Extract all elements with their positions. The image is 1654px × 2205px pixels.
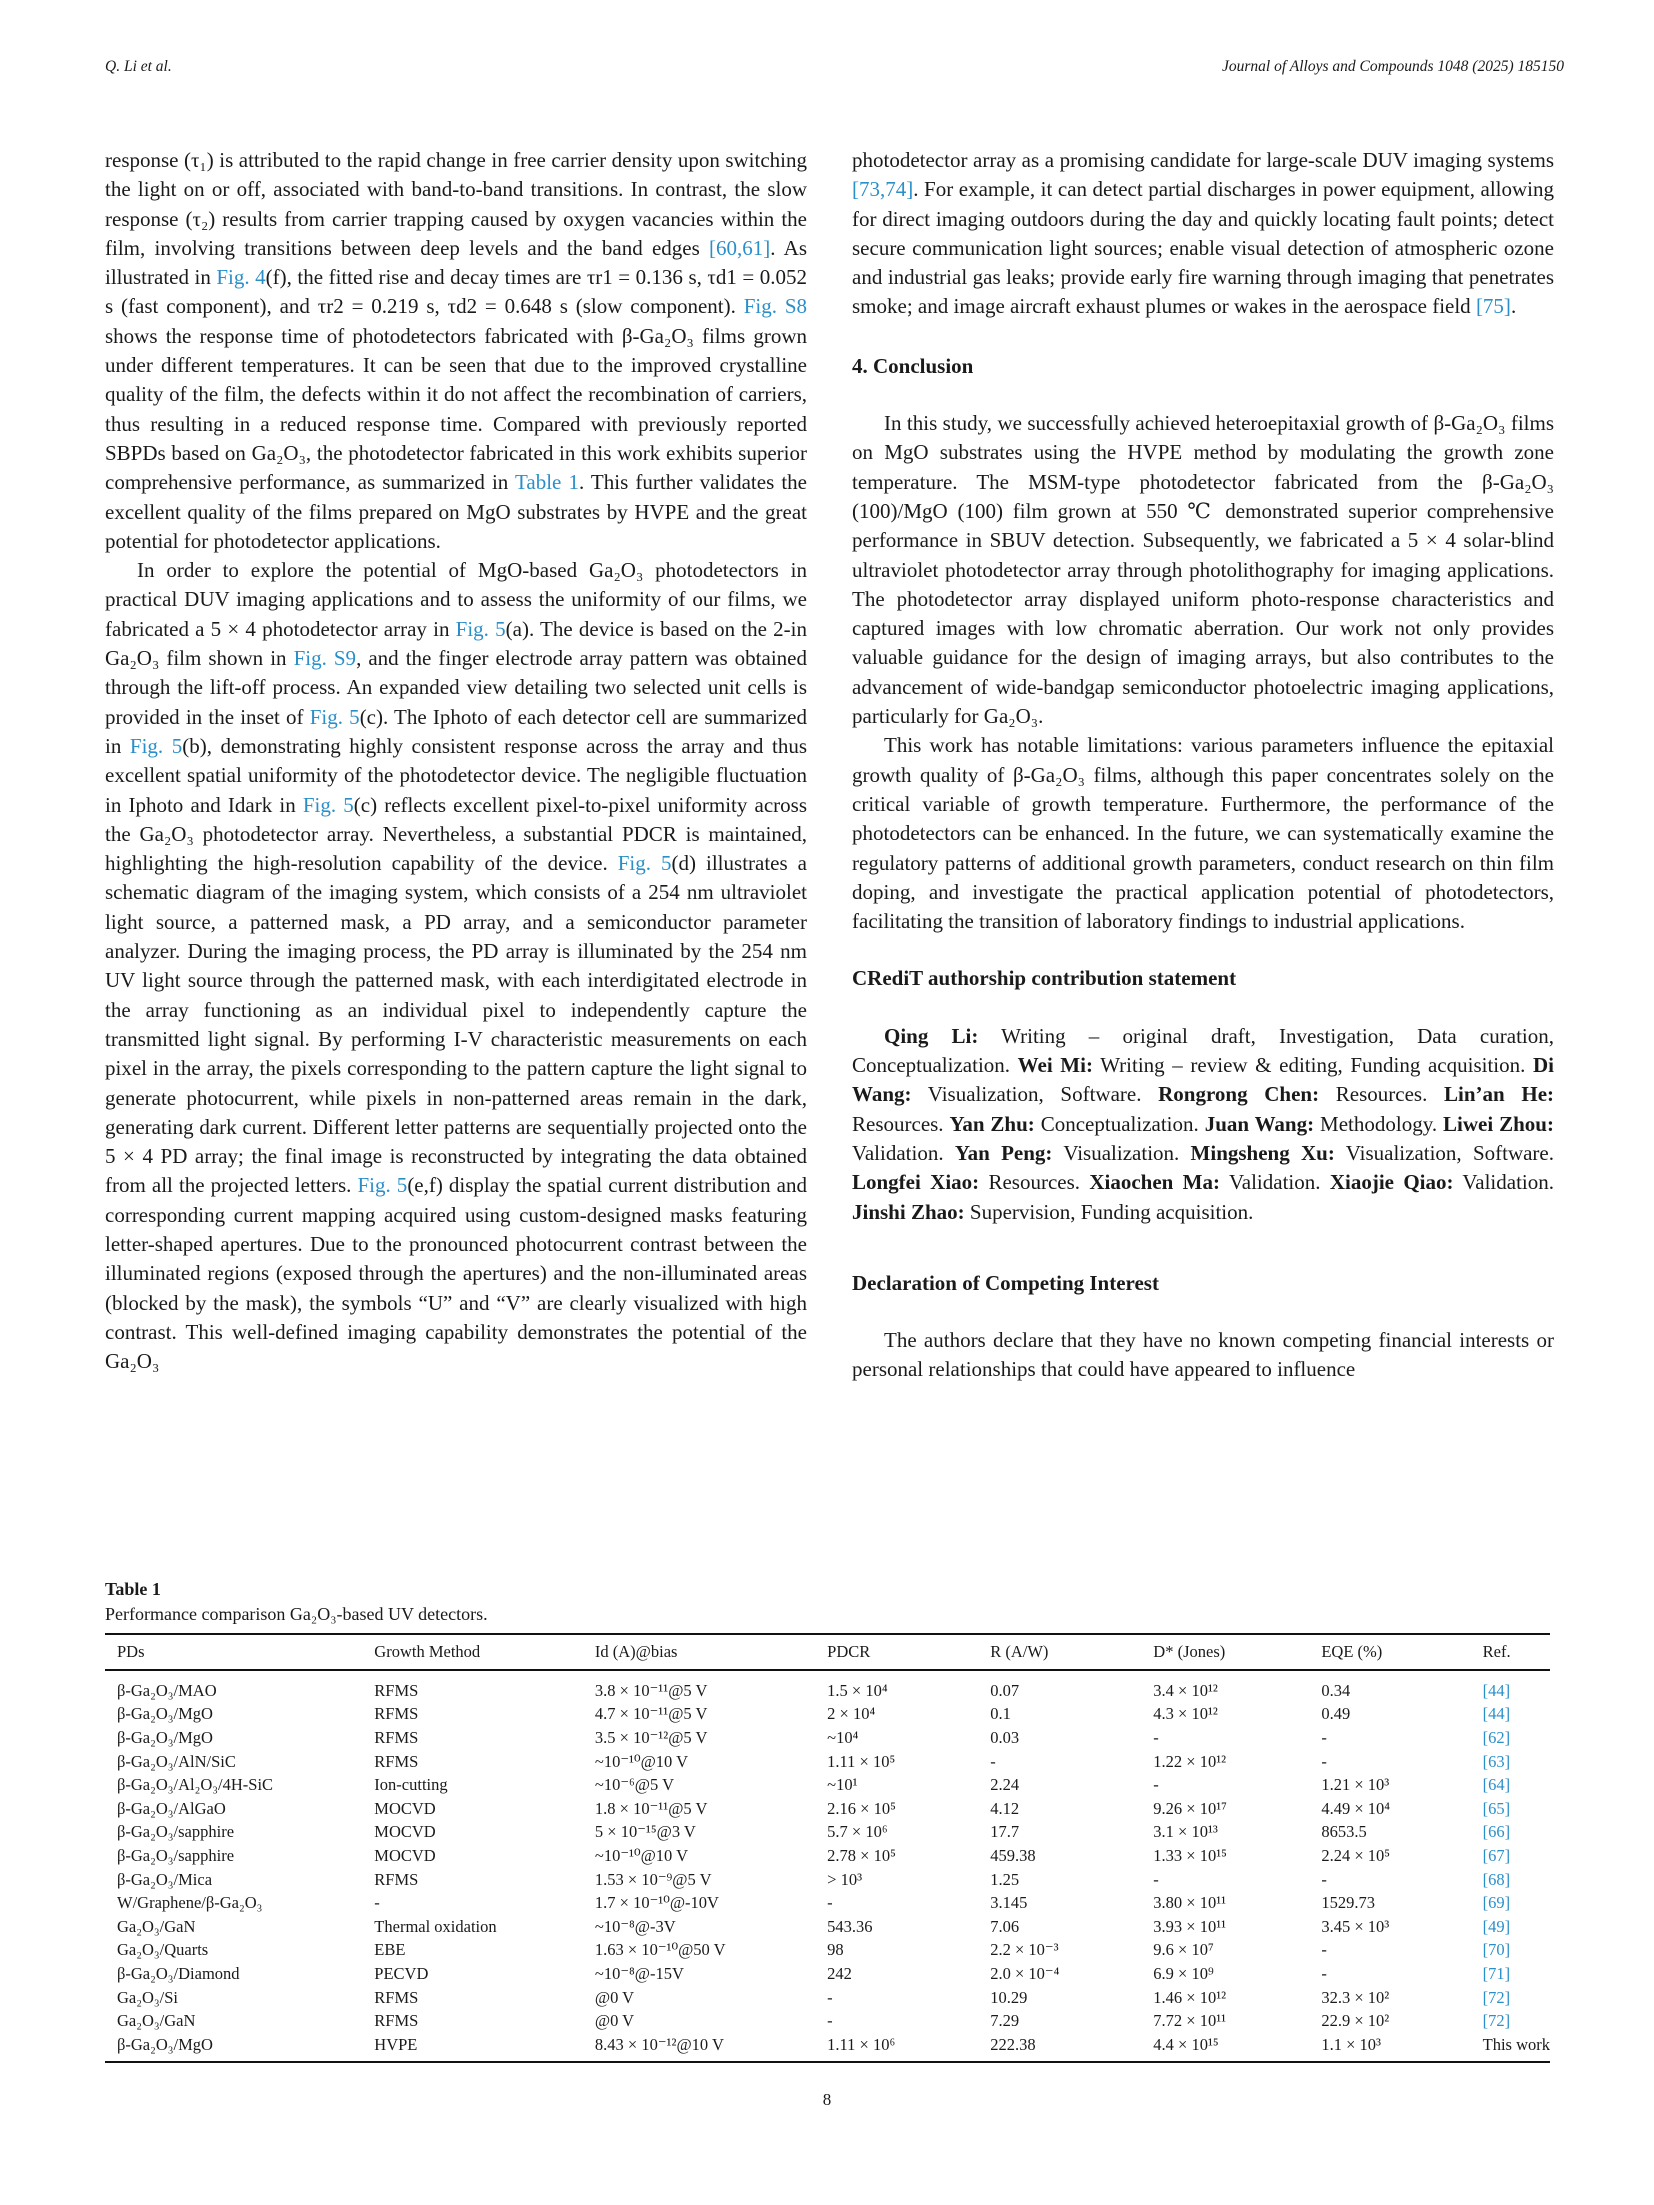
table-cell: 3.93 × 10¹¹ [1153, 1916, 1227, 1936]
table-cell: 1.22 × 10¹² [1153, 1751, 1227, 1771]
table-cell: HVPE [362, 2033, 583, 2062]
contributor-name: Wei Mi: [1017, 1053, 1093, 1078]
table-row [105, 1891, 1550, 1915]
figure-link[interactable]: Fig. 5 [357, 1173, 408, 1198]
table-cell: EBE [374, 1940, 406, 1960]
table-cell: RFMS [374, 1869, 419, 1889]
contributor-roles: Validation. [1453, 1170, 1554, 1195]
table-cell: 242 [827, 1963, 852, 1983]
figure-link[interactable]: Fig. S9 [293, 646, 357, 671]
table-cell: 10.29 [990, 1987, 1028, 2007]
table-cell: Ion-cutting [374, 1775, 448, 1795]
table-cell: 5.7 × 10⁶ [827, 1822, 888, 1842]
table-row [105, 1703, 1550, 1727]
table-cell: 3.80 × 10¹¹ [1153, 1893, 1227, 1913]
table-cell: ~10⁻⁶@5 V [594, 1775, 674, 1795]
table-cell: - [1321, 1727, 1327, 1747]
contributor-name: Juan Wang: [1204, 1111, 1315, 1136]
table-cell: β-Ga₂O₃/MAO [117, 1680, 217, 1700]
table-cell: 2 × 10⁴ [827, 1704, 876, 1724]
table-row [105, 1750, 1550, 1774]
table-cell: This work [1471, 2033, 1550, 2062]
table-cell: 7.72 × 10¹¹ [1153, 2011, 1227, 2031]
table-cell: - [1321, 1963, 1327, 1983]
figure-link[interactable]: Fig. 5 [617, 851, 672, 876]
table-header-row [105, 1634, 1550, 1670]
page-number: 8 [822, 2090, 832, 2109]
table-cell: - [827, 1893, 833, 1913]
table-row [105, 1939, 1550, 1963]
contributor-name: Longfei Xiao: [852, 1170, 980, 1195]
table-row [105, 1844, 1550, 1868]
table-cell: 7.29 [990, 2011, 1020, 2031]
reference-link[interactable]: [72] [1482, 2011, 1511, 2031]
table-row [105, 1773, 1550, 1797]
table-cell: - [1153, 1775, 1159, 1795]
table-cell: 3.1 × 10¹³ [1153, 1822, 1218, 1842]
table-cell: 17.7 [990, 1822, 1020, 1842]
table-cell: PECVD [374, 1963, 429, 1983]
contributor-roles: Methodology. [1314, 1111, 1444, 1136]
citation-link[interactable]: [60,61] [709, 235, 771, 260]
table-cell: RFMS [374, 1727, 419, 1747]
column-header: Ref. [1471, 1634, 1550, 1670]
table-cell: 222.38 [978, 2033, 1141, 2062]
table-row [105, 1915, 1550, 1939]
table-cell: 9.26 × 10¹⁷ [1153, 1798, 1227, 1818]
table-cell: RFMS [374, 1680, 419, 1700]
table-link[interactable]: Table 1 [515, 470, 579, 495]
table-cell: - [1321, 1940, 1327, 1960]
table-cell: Ga₂O₃/GaN [117, 2011, 196, 2031]
table-cell: 459.38 [990, 1845, 1036, 1865]
figure-link[interactable]: Fig. 5 [129, 733, 183, 758]
table-cell: 1.53 × 10⁻⁹@5 V [594, 1869, 712, 1889]
table-cell: 0.07 [990, 1680, 1020, 1700]
table-cell: 4.49 × 10⁴ [1321, 1798, 1391, 1818]
reference-link[interactable]: [68] [1482, 1869, 1511, 1889]
column-header: PDs [105, 1634, 362, 1670]
credit-statement [852, 1022, 1554, 1227]
contributor-roles: Resources. [1319, 1082, 1444, 1107]
table-cell: ~10⁻⁸@-15V [594, 1963, 684, 1983]
figure-link[interactable]: Fig. 5 [302, 792, 354, 817]
table-cell: W/Graphene/β-Ga₂O₃ [117, 1893, 263, 1913]
table-cell: RFMS [374, 1751, 419, 1771]
performance-comparison-table [105, 1633, 1550, 2063]
table-cell: 1.5 × 10⁴ [827, 1680, 888, 1700]
citation-link[interactable]: [73,74] [852, 177, 914, 202]
table-cell: RFMS [374, 1704, 419, 1724]
contributor-name: Lin’an He: [1444, 1082, 1555, 1107]
table-cell: 6.9 × 10⁹ [1153, 1963, 1214, 1983]
table-cell: - [1153, 1869, 1159, 1889]
figure-link[interactable]: Fig. 5 [309, 704, 360, 729]
table-cell: 4.7 × 10⁻¹¹@5 V [594, 1704, 708, 1724]
table-cell: 8653.5 [1321, 1822, 1367, 1842]
table-cell: 1.46 × 10¹² [1153, 1987, 1227, 2007]
table-cell: 3.45 × 10³ [1321, 1916, 1390, 1936]
section-heading-credit: CRediT authorship contribution statement [852, 966, 1237, 991]
table-cell: - [1321, 1751, 1327, 1771]
table-row [105, 1726, 1550, 1750]
table-cell: β-Ga₂O₃/MgO [105, 2033, 362, 2062]
table-cell: 2.24 [990, 1775, 1020, 1795]
contributor-roles: Writing – original draft, Investigation, Data curation, Conceptualization. [852, 1023, 1554, 1078]
table-cell: MOCVD [374, 1845, 436, 1865]
contributor-roles: Visualization. [1052, 1140, 1191, 1165]
table-cell: - [374, 1893, 380, 1913]
table-cell: 1529.73 [1321, 1893, 1375, 1913]
running-head-journal: Journal of Alloys and Compounds 1048 (2025) 185150 [1222, 58, 1564, 75]
table-cell: 3.8 × 10⁻¹¹@5 V [594, 1680, 708, 1700]
table-cell: - [990, 1751, 996, 1771]
table-cell: ~10⁻¹⁰@10 V [594, 1845, 689, 1865]
table-cell: 0.34 [1321, 1680, 1351, 1700]
contributor-roles: Validation. [852, 1140, 955, 1165]
table-cell: 543.36 [827, 1916, 873, 1936]
table-cell: MOCVD [374, 1822, 436, 1842]
right-column [852, 146, 1554, 1385]
table-cell: Ga₂O₃/Si [117, 1987, 179, 2007]
running-head-authors: Q. Li et al. [105, 58, 172, 75]
reference-link[interactable]: [62] [1482, 1727, 1511, 1747]
table-cell: 2.2 × 10⁻³ [990, 1940, 1059, 1960]
table-row [105, 2009, 1550, 2033]
figure-link[interactable]: Fig. S8 [743, 294, 808, 319]
table-cell: 4.4 × 10¹⁵ [1141, 2033, 1309, 2062]
paragraph-response-time: response (τ₁) is attributed to the rapid change in free carrier density upon switching the light on or off, associated with band-to-band transitions. In contrast, the slow response (τ₂) results from carrier trapping caused by oxygen vacancies within the film, involving transitions between deep levels and the band edges [60,61]. As illustrated in Fig. 4(f), the fitted rise and decay times are τr1 = 0.136 s, τd1 = 0.052 s (fast component), and τr2 = 0.219 s, τd2 = 0.648 s (slow component). Fig. S8 shows the response time of photodetectors fabricated with β-Ga₂O₃ films grown under different temperatures. It can be seen that due to the improved crystalline quality of the film, the defects within it do not affect the recombination of carriers, thus resulting in a reduced response time. Compared with previously reported SBPDs based on Ga₂O₃, the photodetector fabricated in this work exhibits superior comprehensive performance, as summarized in Table 1. This further validates the excellent quality of the films prepared on MgO substrates by HVPE and the great potential for photodetector applications. [105, 148, 808, 553]
table-cell: 1.8 × 10⁻¹¹@5 V [594, 1798, 708, 1818]
table-cell: β-Ga₂O₃/sapphire [117, 1822, 235, 1842]
reference-link[interactable]: [72] [1482, 1987, 1511, 2007]
table-cell: 3.4 × 10¹² [1153, 1680, 1218, 1700]
reference-link[interactable]: [66] [1482, 1822, 1511, 1842]
table-cell: 1.33 × 10¹⁵ [1153, 1845, 1227, 1865]
table-cell: ~10⁻¹⁰@10 V [594, 1751, 689, 1771]
reference-link[interactable]: [44] [1482, 1680, 1511, 1700]
reference-link[interactable]: [65] [1482, 1798, 1511, 1818]
table-cell: β-Ga₂O₃/AlN/SiC [117, 1751, 236, 1771]
table-cell: 7.06 [990, 1916, 1020, 1936]
reference-link[interactable]: [63] [1482, 1751, 1511, 1771]
table-row [105, 1670, 1550, 1703]
table-cell: - [1153, 1727, 1159, 1747]
table-cell: 3.145 [990, 1893, 1028, 1913]
reference-link[interactable]: [44] [1482, 1704, 1511, 1724]
table-cell: 98 [827, 1940, 844, 1960]
citation-link[interactable]: [75] [1475, 294, 1511, 319]
contributor-name: Di Wang: [852, 1053, 1554, 1107]
table-cell: @0 V [594, 1987, 635, 2007]
section-heading-conclusion: 4. Conclusion [852, 353, 974, 378]
column-header: PDCR [815, 1634, 978, 1670]
column-header: EQE (%) [1309, 1634, 1470, 1670]
table-cell: 2.24 × 10⁵ [1321, 1845, 1391, 1865]
table-1 [105, 1577, 1550, 2063]
table-cell: Ga₂O₃/GaN [117, 1916, 196, 1936]
table-row [105, 1797, 1550, 1821]
table-cell: 2.16 × 10⁵ [827, 1798, 896, 1818]
paragraph-competing-interest: The authors declare that they have no known competing financial interests or personal relationships that could have appeared to influence [852, 1328, 1554, 1382]
table-cell: 0.03 [990, 1727, 1020, 1747]
table-cell: 1.11 × 10⁵ [827, 1751, 896, 1771]
contributor-name: Mingsheng Xu: [1190, 1140, 1335, 1165]
table-cell: 5 × 10⁻¹⁵@3 V [594, 1822, 696, 1842]
contributor-name: Xiaochen Ma: [1089, 1170, 1220, 1195]
paragraph-conclusion-2: This work has notable limitations: various parameters influence the epitaxial growth quality of β-Ga₂O₃ films, although this paper concentrates solely on the critical variable of growth temperature. Furthermore, the performance of the photodetectors can be enhanced. In the future, we can systematically examine the regulatory patterns of additional growth parameters, conduct research on thin film doping, and investigate the practical application potential of photodetectors, facilitating the transition of laboratory findings to industrial applications. [852, 733, 1554, 934]
table-row [105, 1962, 1550, 1986]
table-cell: ~10⁻⁸@-3V [594, 1916, 676, 1936]
column-header: Id (A)@bias [583, 1634, 815, 1670]
table-cell: β-Ga₂O₃/MgO [117, 1704, 213, 1724]
left-column [105, 146, 807, 1376]
table-cell: 0.1 [990, 1704, 1011, 1724]
table-cell: β-Ga₂O₃/sapphire [117, 1845, 235, 1865]
reference-link[interactable]: [70] [1482, 1940, 1511, 1960]
table-cell: 0.49 [1321, 1704, 1351, 1724]
table-cell: 1.1 × 10³ [1309, 2033, 1470, 2062]
table-cell: Thermal oxidation [374, 1916, 497, 1936]
contributor-roles: Writing – review & editing, Funding acquisition. [1092, 1053, 1533, 1078]
table-cell: 8.43 × 10⁻¹²@10 V [583, 2033, 815, 2062]
contributor-roles: Resources. [852, 1111, 950, 1136]
contributor-roles: Visualization, Software. [911, 1082, 1159, 1107]
contributor-name: Yan Peng: [954, 1140, 1053, 1165]
paragraph-conclusion-1: In this study, we successfully achieved heteroepitaxial growth of β-Ga₂O₃ films on MgO substrates using the HVPE method by modulating the growth zone temperature. The MSM-type photodetector fabricated from the β-Ga₂O₃ (100)/MgO (100) film grown at 550 ℃ demonstrated superior comprehensive performance in SBUV detection. Subsequently, we fabricated a 5 × 4 solar-blind ultraviolet photodetector array through photolithography for imaging applications. The photodetector array displayed uniform photo-response characteristics and captured images with low chromatic aberration. Our work not only provides valuable guidance for the design of imaging arrays, but also contributes to the advancement of wide-bandgap semiconductor photoelectric imaging applications, particularly for Ga₂O₃. [852, 411, 1554, 729]
table-cell: 4.3 × 10¹² [1153, 1704, 1218, 1724]
table-row [105, 1868, 1550, 1892]
contributor-name: Liwei Zhou: [1443, 1111, 1554, 1136]
contributor-name: Jinshi Zhao: [852, 1199, 965, 1224]
table-cell: ~10¹ [827, 1775, 858, 1795]
contributor-name: Yan Zhu: [949, 1111, 1035, 1136]
table-cell: 32.3 × 10² [1321, 1987, 1390, 2007]
table-cell: RFMS [374, 2011, 419, 2031]
table-cell: Ga₂O₃/Quarts [117, 1940, 209, 1960]
reference-link[interactable]: [49] [1482, 1916, 1511, 1936]
reference-link[interactable]: [71] [1482, 1963, 1511, 1983]
contributor-name: Xiaojie Qiao: [1329, 1170, 1454, 1195]
table-cell: 1.11 × 10⁶ [815, 2033, 978, 2062]
table-cell: 9.6 × 10⁷ [1153, 1940, 1214, 1960]
table-row [105, 1821, 1550, 1845]
table-cell: 4.12 [990, 1798, 1020, 1818]
figure-link[interactable]: Fig. 5 [455, 616, 506, 641]
contributor-roles: Conceptualization. [1034, 1111, 1205, 1136]
table-row [105, 1986, 1550, 2010]
table-cell: - [827, 1987, 833, 2007]
table-cell: 2.78 × 10⁵ [827, 1845, 896, 1865]
reference-link[interactable]: [69] [1482, 1893, 1511, 1913]
table-cell: β-Ga₂O₃/Mica [117, 1869, 213, 1889]
contributor-roles: Resources. [979, 1170, 1090, 1195]
reference-link[interactable]: [64] [1482, 1775, 1511, 1795]
table-cell: 22.9 × 10² [1321, 2011, 1390, 2031]
reference-link[interactable]: [67] [1482, 1845, 1511, 1865]
table-cell: 1.21 × 10³ [1321, 1775, 1390, 1795]
column-header: D* (Jones) [1141, 1634, 1309, 1670]
table-cell: β-Ga₂O₃/MgO [117, 1727, 213, 1747]
table-cell: - [827, 2011, 833, 2031]
paragraph-applications: photodetector array as a promising candidate for large-scale DUV imaging systems [73,74]. For example, it can detect partial discharges in power equipment, allowing for direct imaging outdoors during the day and quickly locating fault points; detect secure communication light sources; enable visual detection of atmospheric ozone and industrial gas leaks; provide early fire warning through imaging that penetrates smoke; and image aircraft exhaust plumes or wakes in the aerospace field [75]. [852, 148, 1554, 319]
table-cell: 1.63 × 10⁻¹⁰@50 V [594, 1940, 726, 1960]
paragraph-imaging-array: In order to explore the potential of MgO-based Ga₂O₃ photodetectors in practical DUV imaging applications and to assess the uniformity of our films, we fabricated a 5 × 4 photodetector array in Fig. 5(a). The device is based on the 2-in Ga₂O₃ film shown in Fig. S9, and the finger electrode array pattern was obtained through the lift-off process. An expanded view detailing two selected unit cells is provided in the inset of Fig. 5(c). The Iphoto of each detector cell are summarized in Fig. 5(b), demonstrating highly consistent response across the array and thus excellent spatial uniformity of the photodetector device. The negligible fluctuation in Iphoto and Idark in Fig. 5(c) reflects excellent pixel-to-pixel uniformity across the Ga₂O₃ photodetector array. Nevertheless, a substantial PDCR is maintained, highlighting the high-resolution capability of the device. Fig. 5(d) illustrates a schematic diagram of the imaging system, which consists of a 254 nm ultraviolet light source, a patterned mask, a PD array, and a semiconductor parameter analyzer. During the imaging process, the PD array is illuminated by the 254 nm UV light source through the patterned mask, with each interdigitated electrode in the array functioning as an individual pixel to independently capture the transmitted light signal. By performing I-V characteristic measurements on each pixel in the array, the pixels corresponding to the pattern capture the light signal to generate photocurrent, while pixels in non-patterned areas remain in the dark, generating dark current. Different letter patterns are sequentially projected onto the 5 × 4 PD array; the final image is reconstructed by integrating the data obtained from all the projected letters. Fig. 5(e,f) display the spatial current distribution and corresponding current mapping acquired using custom-designed masks featuring letter-shaped apertures. Due to the pronounced photocurrent contrast between the illuminated regions (exposed through the apertures) and the non-illuminated areas (blocked by the mask), the symbols “U” and “V” are clearly visualized with high contrast. This well-defined imaging capability demonstrates the potential of the Ga₂O₃ [105, 558, 808, 1374]
table-cell: 3.5 × 10⁻¹²@5 V [594, 1727, 708, 1747]
contributor-roles: Supervision, Funding acquisition. [964, 1199, 1254, 1224]
figure-link[interactable]: Fig. 4 [216, 265, 266, 290]
table-cell: - [1321, 1869, 1327, 1889]
column-header: Growth Method [362, 1634, 583, 1670]
table-cell: 1.7 × 10⁻¹⁰@-10V [594, 1893, 719, 1913]
table-row [105, 2033, 1550, 2062]
table-cell: β-Ga₂O₃/AlGaO [117, 1798, 226, 1818]
contributor-roles: Visualization, Software. [1334, 1140, 1555, 1165]
table-caption: Performance comparison Ga₂O₃-based UV detectors. [105, 1604, 488, 1624]
table-cell: β-Ga₂O₃/Al₂O₃/4H-SiC [117, 1775, 274, 1795]
table-cell: @0 V [594, 2011, 635, 2031]
contributor-name: Rongrong Chen: [1158, 1082, 1320, 1107]
contributor-roles: Validation. [1220, 1170, 1330, 1195]
table-cell: RFMS [374, 1987, 419, 2007]
section-heading-competing-interest: Declaration of Competing Interest [852, 1270, 1159, 1295]
table-cell: ~10⁴ [827, 1727, 859, 1747]
table-cell: MOCVD [374, 1798, 436, 1818]
contributor-name: Qing Li: [884, 1023, 979, 1048]
table-cell: 1.25 [990, 1869, 1020, 1889]
column-header: R (A/W) [978, 1634, 1141, 1670]
table-cell: 2.0 × 10⁻⁴ [990, 1963, 1060, 1983]
table-label: Table 1 [105, 1579, 161, 1599]
table-cell: > 10³ [827, 1869, 863, 1889]
table-cell: β-Ga₂O₃/Diamond [117, 1963, 240, 1983]
